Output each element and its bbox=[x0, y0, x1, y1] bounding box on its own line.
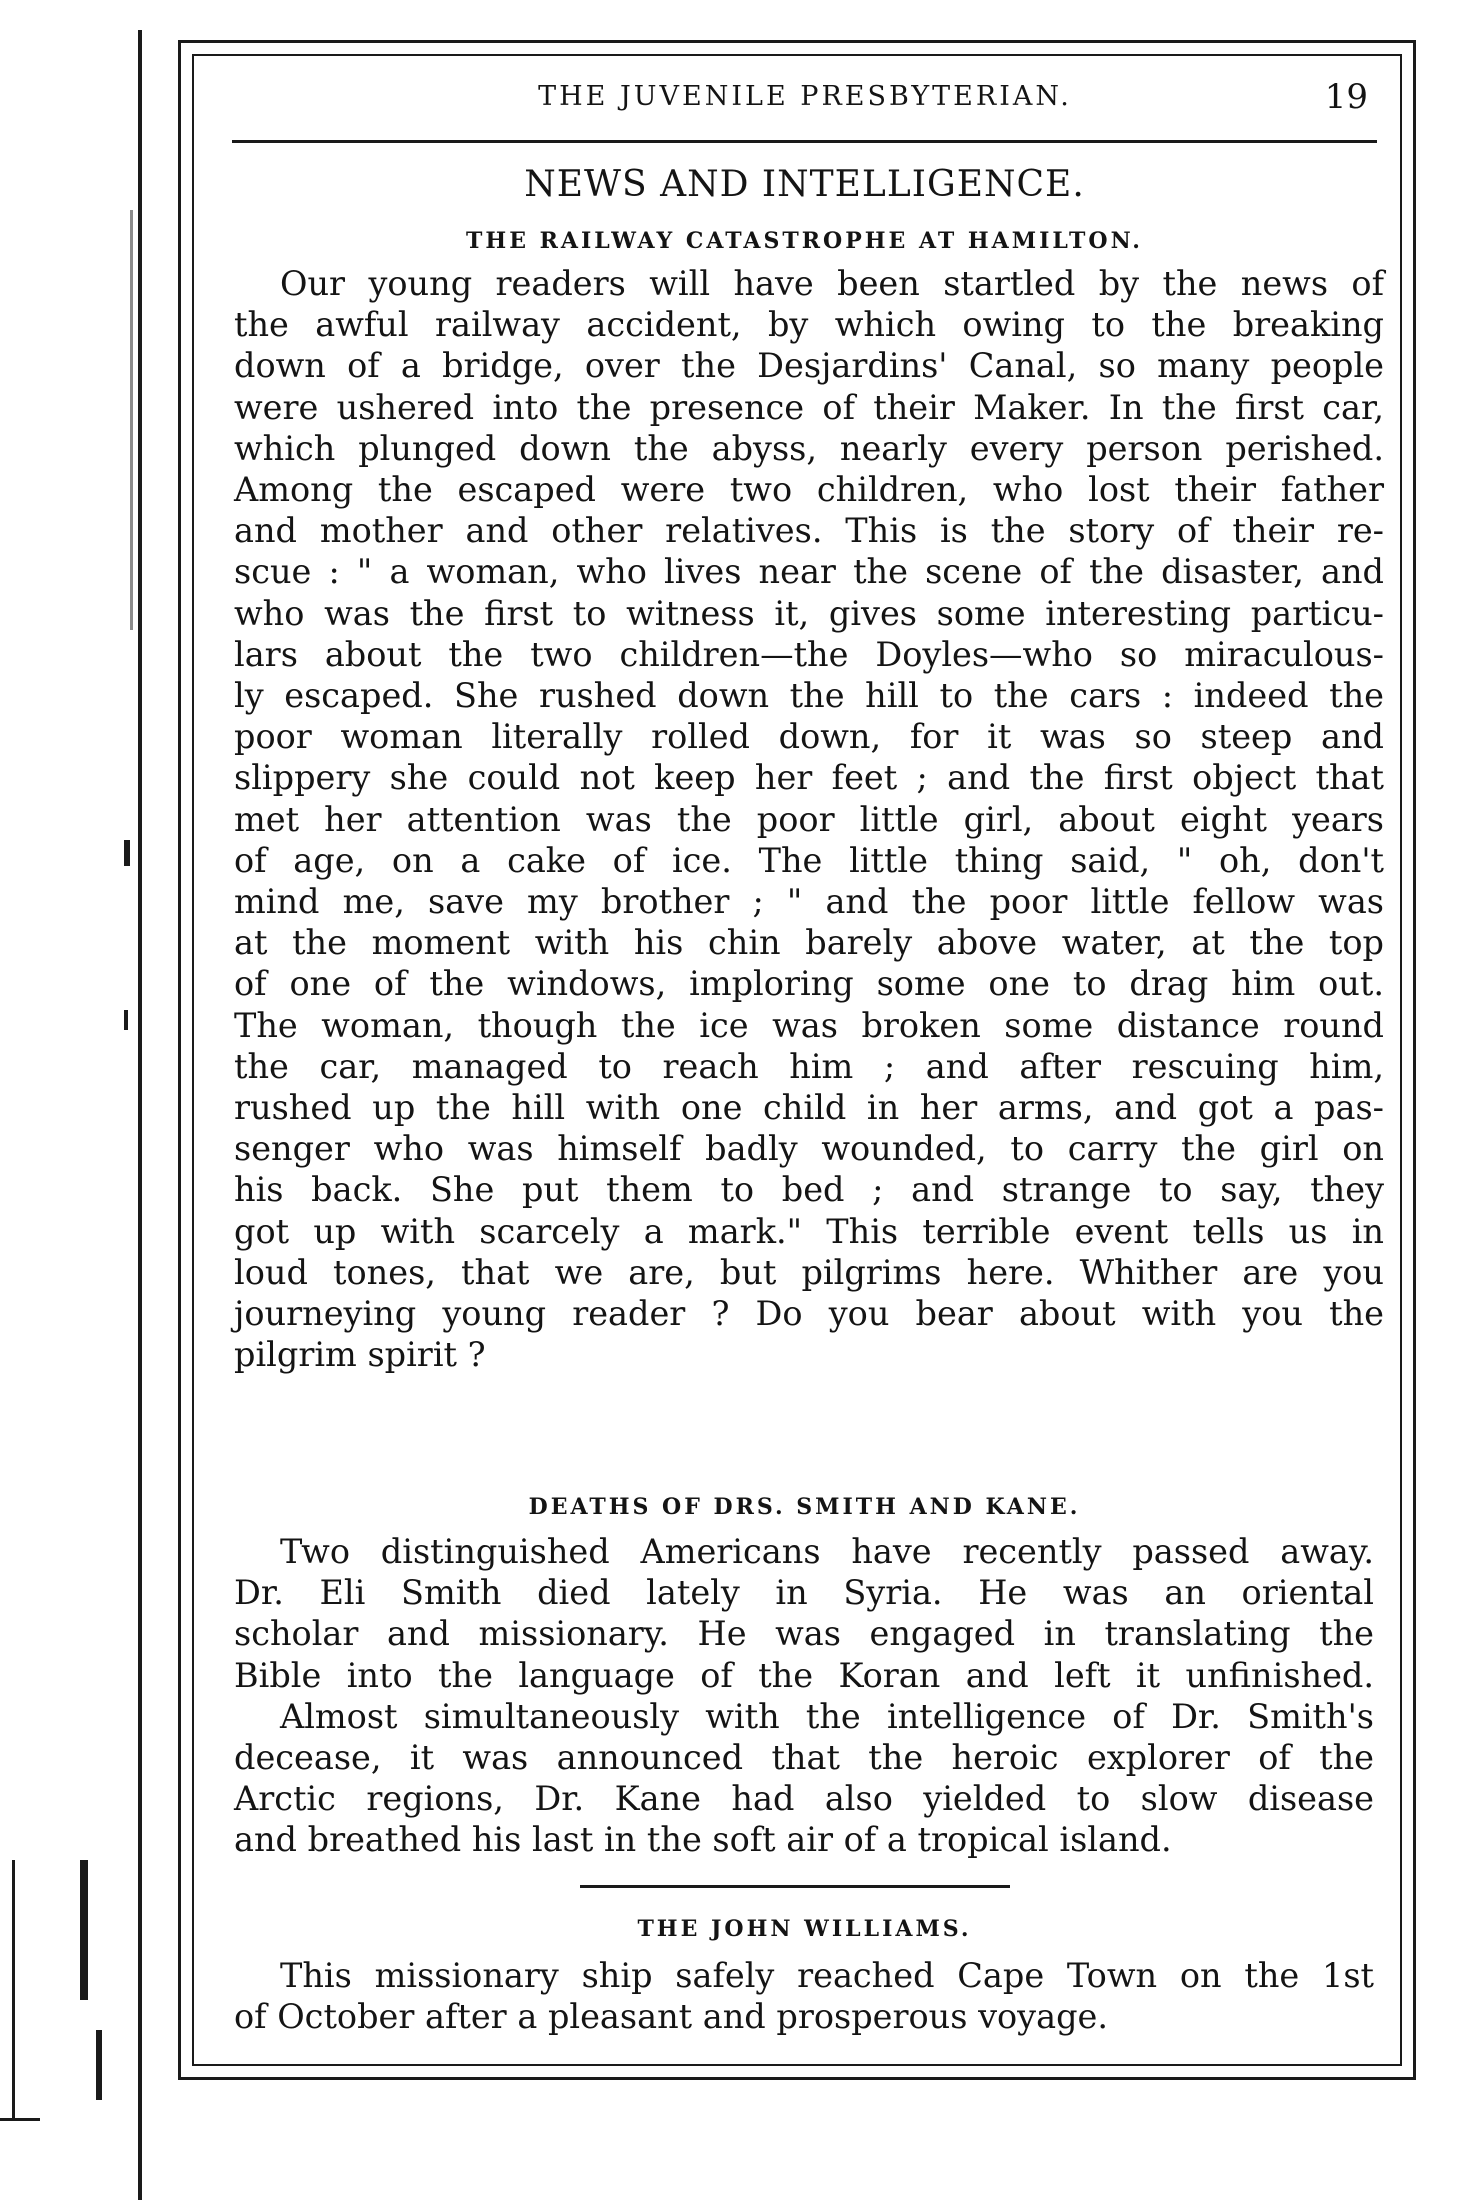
text-line: poor woman literally rolled down, for it was so steep and bbox=[234, 717, 1384, 757]
text-line: of one of the windows, imploring some one to drag him out. bbox=[234, 964, 1384, 1004]
section-divider bbox=[580, 1885, 1010, 1888]
text-line: loud tones, that we are, but pilgrims here. Whither are you bbox=[234, 1252, 1384, 1292]
text-line: scue : " a woman, who lives near the scene of the disaster, and bbox=[234, 552, 1384, 592]
article-heading-john-williams: THE JOHN WILLIAMS. bbox=[637, 1916, 972, 1942]
text-line: Among the escaped were two children, who lost their father bbox=[234, 470, 1384, 510]
text-line: slippery she could not keep her feet ; and the first object that bbox=[234, 758, 1384, 798]
text-line: journeying young reader ? Do you bear about with you the bbox=[234, 1294, 1384, 1334]
text-line: Two distinguished Americans have recently passed away. bbox=[280, 1532, 1374, 1571]
text-line: senger who was himself badly wounded, to carry the girl on bbox=[234, 1129, 1384, 1169]
text-line: of October after a pleasant and prosperous voyage. bbox=[234, 1997, 1108, 2037]
running-head bbox=[230, 72, 1380, 122]
text-line: This missionary ship safely reached Cape Town on the 1st bbox=[280, 1956, 1374, 1995]
text-line: lars about the two children—the Doyles—who so miraculous- bbox=[234, 634, 1384, 674]
article-body-john-williams bbox=[234, 1955, 1374, 2037]
text-line: decease, it was announced that the heroic explorer of the bbox=[234, 1738, 1374, 1778]
text-line: his back. She put them to bed ; and strange to say, they bbox=[234, 1170, 1384, 1210]
text-line: and breathed his last in the soft air of a tropical island. bbox=[234, 1820, 1172, 1860]
text-line: pilgrim spirit ? bbox=[234, 1335, 486, 1375]
text-line: of age, on a cake of ice. The little thing said, " oh, don't bbox=[234, 840, 1384, 880]
text-line: down of a bridge, over the Desjardins' Canal, so many people bbox=[234, 346, 1384, 386]
article-heading-railway: THE RAILWAY CATASTROPHE AT HAMILTON. bbox=[466, 228, 1143, 254]
text-line: Almost simultaneously with the intelligence of Dr. Smith's bbox=[280, 1696, 1374, 1736]
section-title: NEWS AND INTELLIGENCE. bbox=[524, 164, 1085, 205]
text-line: the awful railway accident, by which owing to the breaking bbox=[234, 305, 1384, 345]
article-heading-deaths: DEATHS OF DRS. SMITH AND KANE. bbox=[528, 1494, 1081, 1520]
text-line: Our young readers will have been startled by the news of bbox=[280, 264, 1384, 303]
text-line: mind me, save my brother ; " and the poor little fellow was bbox=[234, 882, 1384, 922]
header-rule bbox=[232, 140, 1377, 143]
article-body-deaths bbox=[234, 1531, 1374, 1861]
text-line: at the moment with his chin barely above water, at the top bbox=[234, 923, 1384, 963]
text-line: ly escaped. She rushed down the hill to the cars : indeed the bbox=[234, 676, 1384, 716]
text-line: got up with scarcely a mark." This terrible event tells us in bbox=[234, 1211, 1384, 1251]
page-number: 19 bbox=[1324, 77, 1368, 117]
text-line: and mother and other relatives. This is the story of their re- bbox=[234, 511, 1384, 551]
text-line: scholar and missionary. He was engaged in translating the bbox=[234, 1614, 1374, 1654]
running-head-title: THE JUVENILE PRESBYTERIAN. bbox=[538, 81, 1072, 112]
text-line: Arctic regions, Dr. Kane had also yielded to slow disease bbox=[234, 1779, 1374, 1819]
text-line: who was the first to witness it, gives some interesting particu- bbox=[234, 593, 1384, 633]
scan-margin-marks bbox=[0, 0, 150, 2200]
text-line: the car, managed to reach him ; and after rescuing him, bbox=[234, 1046, 1384, 1086]
text-line: met her attention was the poor little girl, about eight years bbox=[234, 799, 1384, 839]
text-line: rushed up the hill with one child in her arms, and got a pas- bbox=[234, 1088, 1384, 1128]
text-line: The woman, though the ice was broken some distance round bbox=[234, 1005, 1384, 1045]
text-line: Dr. Eli Smith died lately in Syria. He was an oriental bbox=[234, 1573, 1374, 1613]
text-line: were ushered into the presence of their Maker. In the first car, bbox=[234, 387, 1384, 427]
text-line: which plunged down the abyss, nearly every person perished. bbox=[234, 428, 1384, 468]
article-body-railway bbox=[234, 263, 1384, 1375]
text-line: Bible into the language of the Koran and left it unfinished. bbox=[234, 1655, 1374, 1695]
